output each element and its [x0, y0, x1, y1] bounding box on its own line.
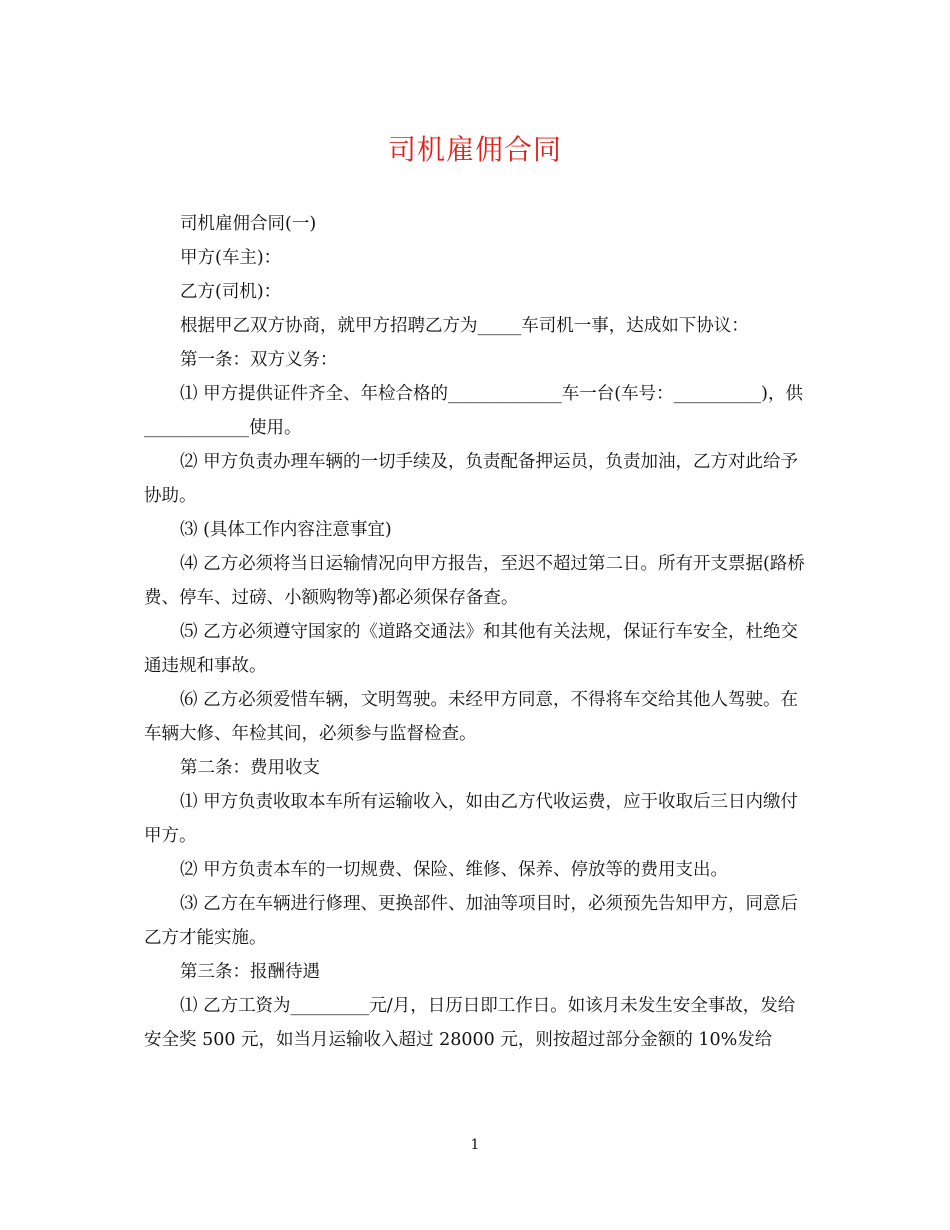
paragraph: 根据甲乙双方协商，就甲方招聘乙方为_____车司机一事，达成如下协议： — [180, 316, 749, 336]
paragraph: ⑵ 甲方负责办理车辆的一切手续及，负责配备押运员，负责加油，乙方对此给予协助。 — [144, 452, 799, 506]
paragraph: ⑶ 乙方在车辆进行修理、更换部件、加油等项目时，必须预先告知甲方，同意后乙方才能实施。 — [144, 894, 799, 948]
section-heading: 第一条：双方义务： — [180, 350, 338, 370]
paragraph: 乙方(司机)： — [180, 282, 282, 302]
document-title: 司机雇佣合同 — [387, 133, 562, 166]
paragraph: ⑷ 乙方必须将当日运输情况向甲方报告，至迟不超过第二日。所有开支票据(路桥费、停车、过磅、小额购物等)都必须保存备查。 — [144, 554, 805, 608]
paragraph: ⑴ 甲方提供证件齐全、年检合格的_____________车一台(车号：__________)，供____________使用。 — [144, 384, 803, 438]
section-heading: 第二条：费用收支 — [180, 758, 320, 778]
paragraph: ⑴ 甲方负责收取本车所有运输收入，如由乙方代收运费，应于收取后三日内缴付甲方。 — [144, 792, 799, 846]
paragraph: ⑸ 乙方必须遵守国家的《道路交通法》和其他有关法规，保证行车安全，杜绝交通违规和事故。 — [144, 622, 799, 676]
page-number: 1 — [470, 1137, 480, 1153]
paragraph: ⑴ 乙方工资为_________元/月，日历日即工作日。如该月未发生安全事故，发给安全奖 500 元，如当月运输收入超过 28000 元，则按超过部分金额的 10%发给 — [144, 996, 796, 1050]
document-body — [144, 207, 806, 1057]
paragraph: ⑶ (具体工作内容注意事宜) — [180, 520, 392, 540]
paragraph: 甲方(车主)： — [180, 248, 282, 268]
section-heading: 第三条：报酬待遇 — [180, 962, 320, 982]
paragraph: ⑹ 乙方必须爱惜车辆，文明驾驶。未经甲方同意，不得将车交给其他人驾驶。在车辆大修、年检其间，必须参与监督检查。 — [144, 690, 799, 744]
paragraph: ⑵ 甲方负责本车的一切规费、保险、维修、保养、停放等的费用支出。 — [180, 860, 729, 880]
paragraph: 司机雇佣合同(一) — [180, 214, 317, 234]
